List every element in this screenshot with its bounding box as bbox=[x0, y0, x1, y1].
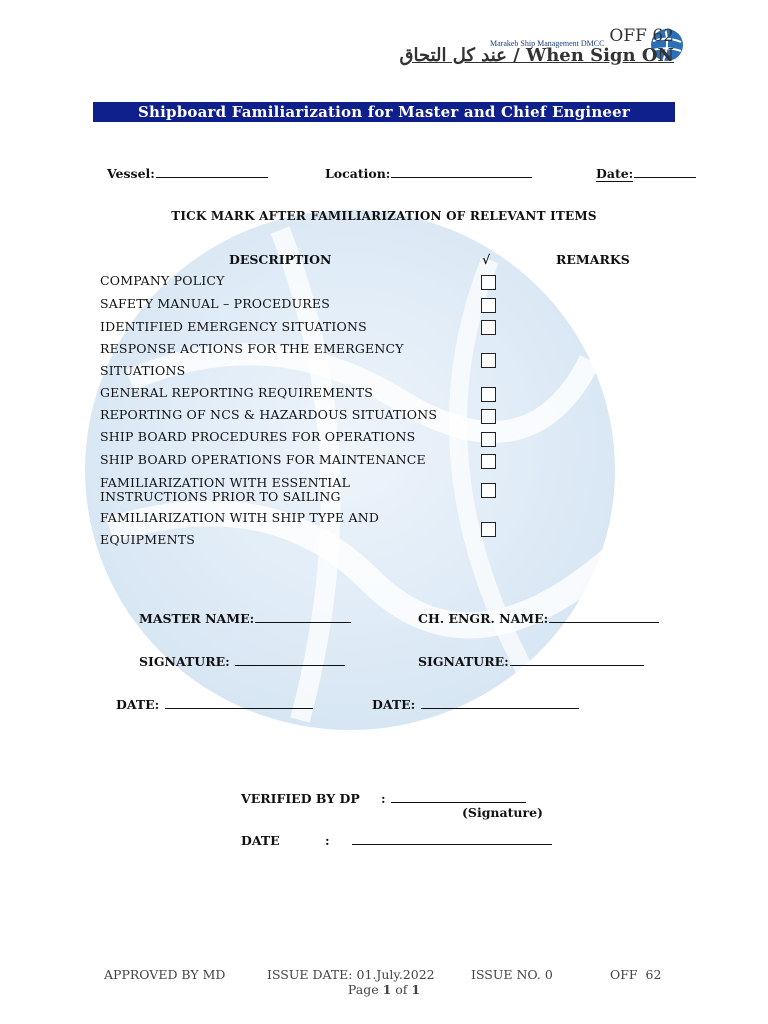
page-of: of bbox=[395, 982, 408, 997]
checklist-item: COMPANY POLICY bbox=[100, 273, 225, 288]
master-date-blank[interactable] bbox=[165, 707, 313, 709]
page-prefix: Page bbox=[347, 982, 379, 997]
date-blank[interactable] bbox=[634, 176, 696, 178]
verification-date-blank[interactable] bbox=[352, 843, 552, 845]
ch-engr-name-blank[interactable] bbox=[549, 621, 659, 623]
page-number bbox=[0, 982, 768, 997]
location-field bbox=[325, 166, 532, 181]
date-field bbox=[596, 166, 696, 181]
footer-approved: APPROVED BY MD bbox=[104, 967, 226, 982]
vessel-blank[interactable] bbox=[156, 176, 268, 178]
checkbox[interactable] bbox=[481, 454, 496, 469]
master-name-label: MASTER NAME: bbox=[139, 611, 255, 626]
company-name: Marakeb Ship Management DMCC bbox=[490, 39, 605, 48]
checklist-item: RESPONSE ACTIONS FOR THE EMERGENCY SITUATIONS bbox=[100, 341, 404, 378]
page-total: 1 bbox=[411, 982, 421, 997]
vessel-field bbox=[107, 166, 268, 181]
checkbox[interactable] bbox=[481, 353, 496, 368]
checkbox[interactable] bbox=[481, 409, 496, 424]
verified-by-colon bbox=[381, 791, 526, 806]
date-label: Date: bbox=[596, 166, 634, 181]
ch-engr-name-field bbox=[418, 611, 659, 626]
location-label: Location: bbox=[325, 166, 391, 181]
verified-colon-text: : bbox=[381, 791, 386, 806]
location-blank[interactable] bbox=[391, 176, 532, 178]
verification-date-field bbox=[325, 833, 552, 848]
remarks-header: REMARKS bbox=[556, 252, 630, 267]
checklist-item: SHIP BOARD OPERATIONS FOR MAINTENANCE bbox=[100, 452, 426, 467]
ch-engr-name-label: CH. ENGR. NAME: bbox=[418, 611, 549, 626]
signature-note: (Signature) bbox=[462, 805, 543, 820]
checklist-item: FAMILIARIZATION WITH SHIP TYPE AND EQUIPMENTS bbox=[100, 510, 380, 547]
checkbox[interactable] bbox=[481, 387, 496, 402]
master-signature-blank[interactable] bbox=[235, 664, 345, 666]
ch-engr-signature-field bbox=[418, 654, 644, 669]
verification-date-label: DATE bbox=[241, 833, 280, 848]
master-name-blank[interactable] bbox=[255, 621, 351, 623]
checkbox[interactable] bbox=[481, 432, 496, 447]
form-title: Shipboard Familiarization for Master and Chief Engineer bbox=[93, 102, 675, 122]
master-date-field bbox=[116, 697, 313, 712]
ch-engr-date-field bbox=[372, 697, 579, 712]
master-name-field bbox=[139, 611, 351, 626]
checklist-item: FAMILIARIZATION WITH ESSENTIAL INSTRUCTIONS PRIOR TO SAILING bbox=[100, 475, 351, 504]
master-signature-field bbox=[139, 654, 345, 669]
vessel-label: Vessel: bbox=[107, 166, 155, 181]
checklist-item: SAFETY MANUAL – PROCEDURES bbox=[100, 296, 331, 311]
checklist-item: REPORTING OF NCS & HAZARDOUS SITUATIONS bbox=[100, 407, 438, 422]
checklist-item: IDENTIFIED EMERGENCY SITUATIONS bbox=[100, 319, 367, 334]
footer-issue-date: ISSUE DATE: 01.July.2022 bbox=[267, 967, 435, 982]
ch-engr-signature-blank[interactable] bbox=[510, 664, 644, 666]
verification-date-colon: : bbox=[325, 833, 330, 848]
checklist-item: GENERAL REPORTING REQUIREMENTS bbox=[100, 385, 373, 400]
form-code: OFF 62 bbox=[609, 26, 674, 46]
footer-issue-no: ISSUE NO. 0 bbox=[471, 967, 553, 982]
checklist-item: SHIP BOARD PROCEDURES FOR OPERATIONS bbox=[100, 429, 416, 444]
master-signature-label: SIGNATURE: bbox=[139, 654, 230, 669]
checkbox[interactable] bbox=[481, 298, 496, 313]
checkbox[interactable] bbox=[481, 522, 496, 537]
description-header: DESCRIPTION bbox=[229, 252, 332, 267]
checkbox[interactable] bbox=[481, 275, 496, 290]
ch-engr-date-label: DATE: bbox=[372, 697, 416, 712]
master-date-label: DATE: bbox=[116, 697, 160, 712]
verified-by-blank[interactable] bbox=[391, 801, 526, 803]
checkbox[interactable] bbox=[481, 320, 496, 335]
ch-engr-date-blank[interactable] bbox=[421, 707, 579, 709]
instruction-text: TICK MARK AFTER FAMILIARIZATION OF RELEVANT ITEMS bbox=[171, 209, 597, 223]
verified-by-label: VERIFIED BY DP bbox=[241, 791, 360, 806]
page-current: 1 bbox=[382, 982, 392, 997]
ch-engr-signature-label: SIGNATURE: bbox=[418, 654, 509, 669]
tick-header: √ bbox=[482, 252, 491, 267]
checkbox[interactable] bbox=[481, 483, 496, 498]
form-header-title: عند كل التحاق / When Sign ON bbox=[399, 45, 674, 66]
footer-code: OFF 62 bbox=[610, 967, 662, 982]
